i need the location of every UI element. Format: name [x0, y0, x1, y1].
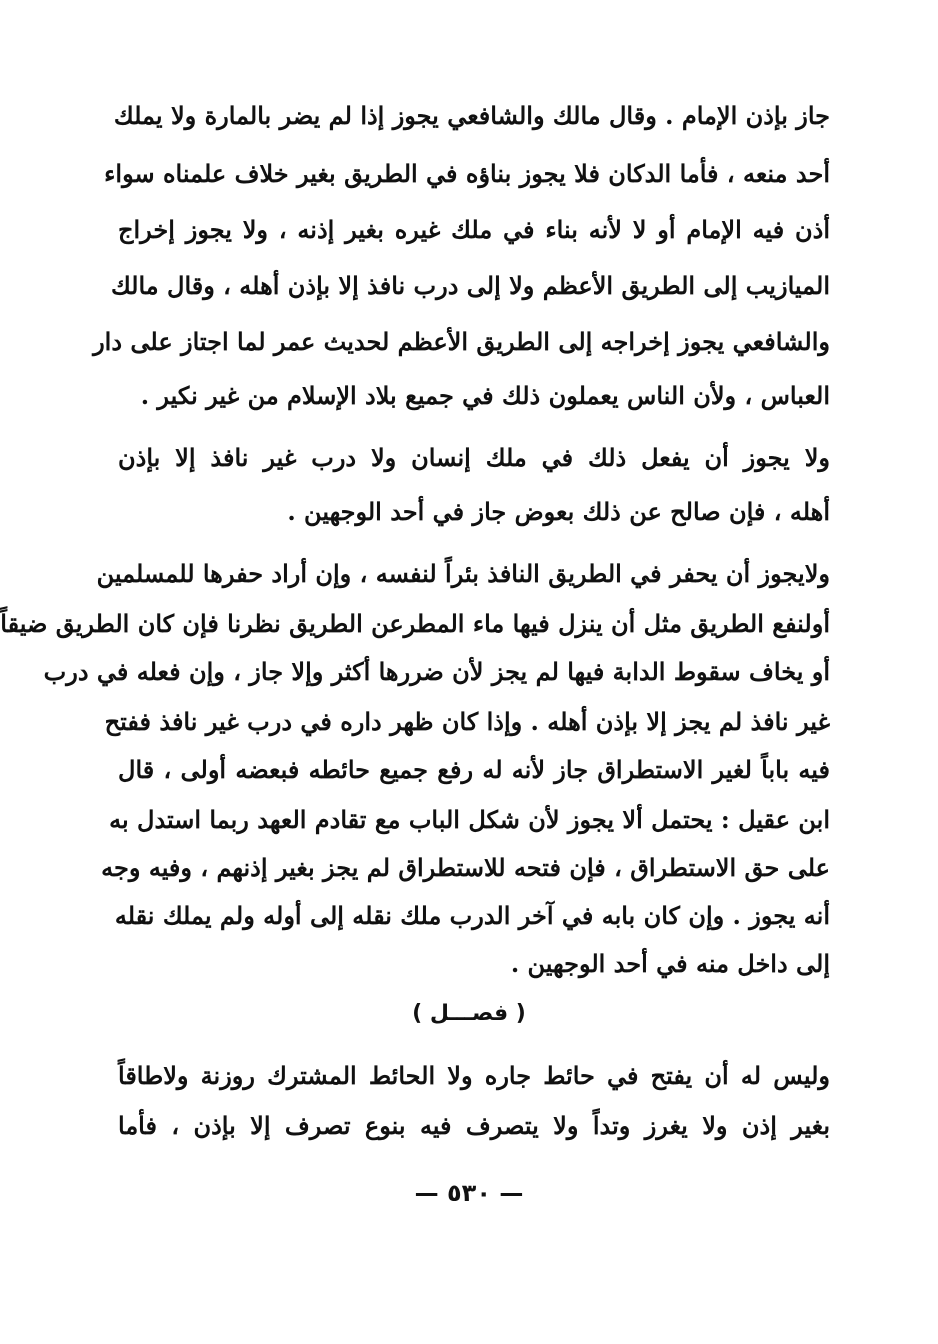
- text-line: بغير إذن ولا يغرز وتداً ولا يتصرف فيه بنوع تصرف إلا بإذن ، فأما: [118, 1111, 830, 1140]
- section-heading: ( فصـــل ): [412, 1001, 526, 1026]
- page-number: — ٥٣٠ —: [414, 1179, 524, 1207]
- text-line: غير نافذ لم يجز إلا بإذن أهله . وإذا كان ظهر داره في درب غير نافذ ففتح: [104, 707, 830, 736]
- paragraph-2: [118, 438, 830, 538]
- text-line: على حق الاستطراق ، فإن فتحه للاستطراق لم يجز بغير إذنهم ، وفيه وجه: [101, 853, 830, 882]
- text-line: أحد منعه ، فأما الدكان فلا يجوز بناؤه في الطريق بغير خلاف علمناه سواء: [104, 159, 830, 188]
- text-line: ابن عقيل : يحتمل ألا يجوز لأن شكل الباب مع تقادم العهد ربما استدل به: [109, 805, 830, 834]
- text-line: أو يخاف سقوط الدابة فيها لم يجز لأن ضررها أكثر وإلا جاز ، وإن فعله في درب: [43, 657, 830, 686]
- text-line: أنه يجوز . وإن كان بابه في آخر الدرب ملك نقله إلى أوله ولم يملك نقله: [114, 901, 830, 930]
- text-line: أذن فيه الإمام أو لا لأنه بناء في ملك غيره بغير إذنه ، ولا يجوز إخراج: [118, 215, 830, 244]
- paragraph-1: [93, 96, 830, 426]
- text-line: فيه باباً لغير الاستطراق جاز لأنه له رفع جميع حائطه فبعضه أولى ، قال: [118, 755, 830, 784]
- text-line: والشافعي يجوز إخراجه إلى الطريق الأعظم لحديث عمر لما اجتاز على دار: [93, 327, 830, 356]
- text-line: جاز بإذن الإمام . وقال مالك والشافعي يجوز إذا لم يضر بالمارة ولا يملك: [113, 101, 830, 130]
- text-line: أولنفع الطريق مثل أن ينزل فيها ماء المطرعن الطريق نظرنا فإن كان الطريق ضيقاً: [0, 609, 830, 638]
- paragraph-4: [118, 1056, 830, 1156]
- paragraph-3: [0, 554, 830, 984]
- text-line: وليس له أن يفتح في حائط جاره ولا الحائط المشترك روزنة ولاطاقاً: [118, 1061, 830, 1090]
- text-line: إلى داخل منه في أحد الوجهين .: [510, 949, 830, 978]
- text-line: أهله ، فإن صالح عن ذلك بعوض جاز في أحد الوجهين .: [287, 497, 830, 526]
- text-line: ولايجوز أن يحفر في الطريق النافذ بئراً لنفسه ، وإن أراد حفرها للمسلمين: [96, 559, 830, 588]
- text-line: ولا يجوز أن يفعل ذلك في ملك إنسان ولا درب غير نافذ إلا بإذن: [118, 443, 830, 472]
- text-line: الميازيب إلى الطريق الأعظم ولا إلى درب نافذ إلا بإذن أهله ، وقال مالك: [110, 271, 830, 300]
- text-line: العباس ، ولأن الناس يعملون ذلك في جميع بلاد الإسلام من غير نكير .: [140, 381, 830, 410]
